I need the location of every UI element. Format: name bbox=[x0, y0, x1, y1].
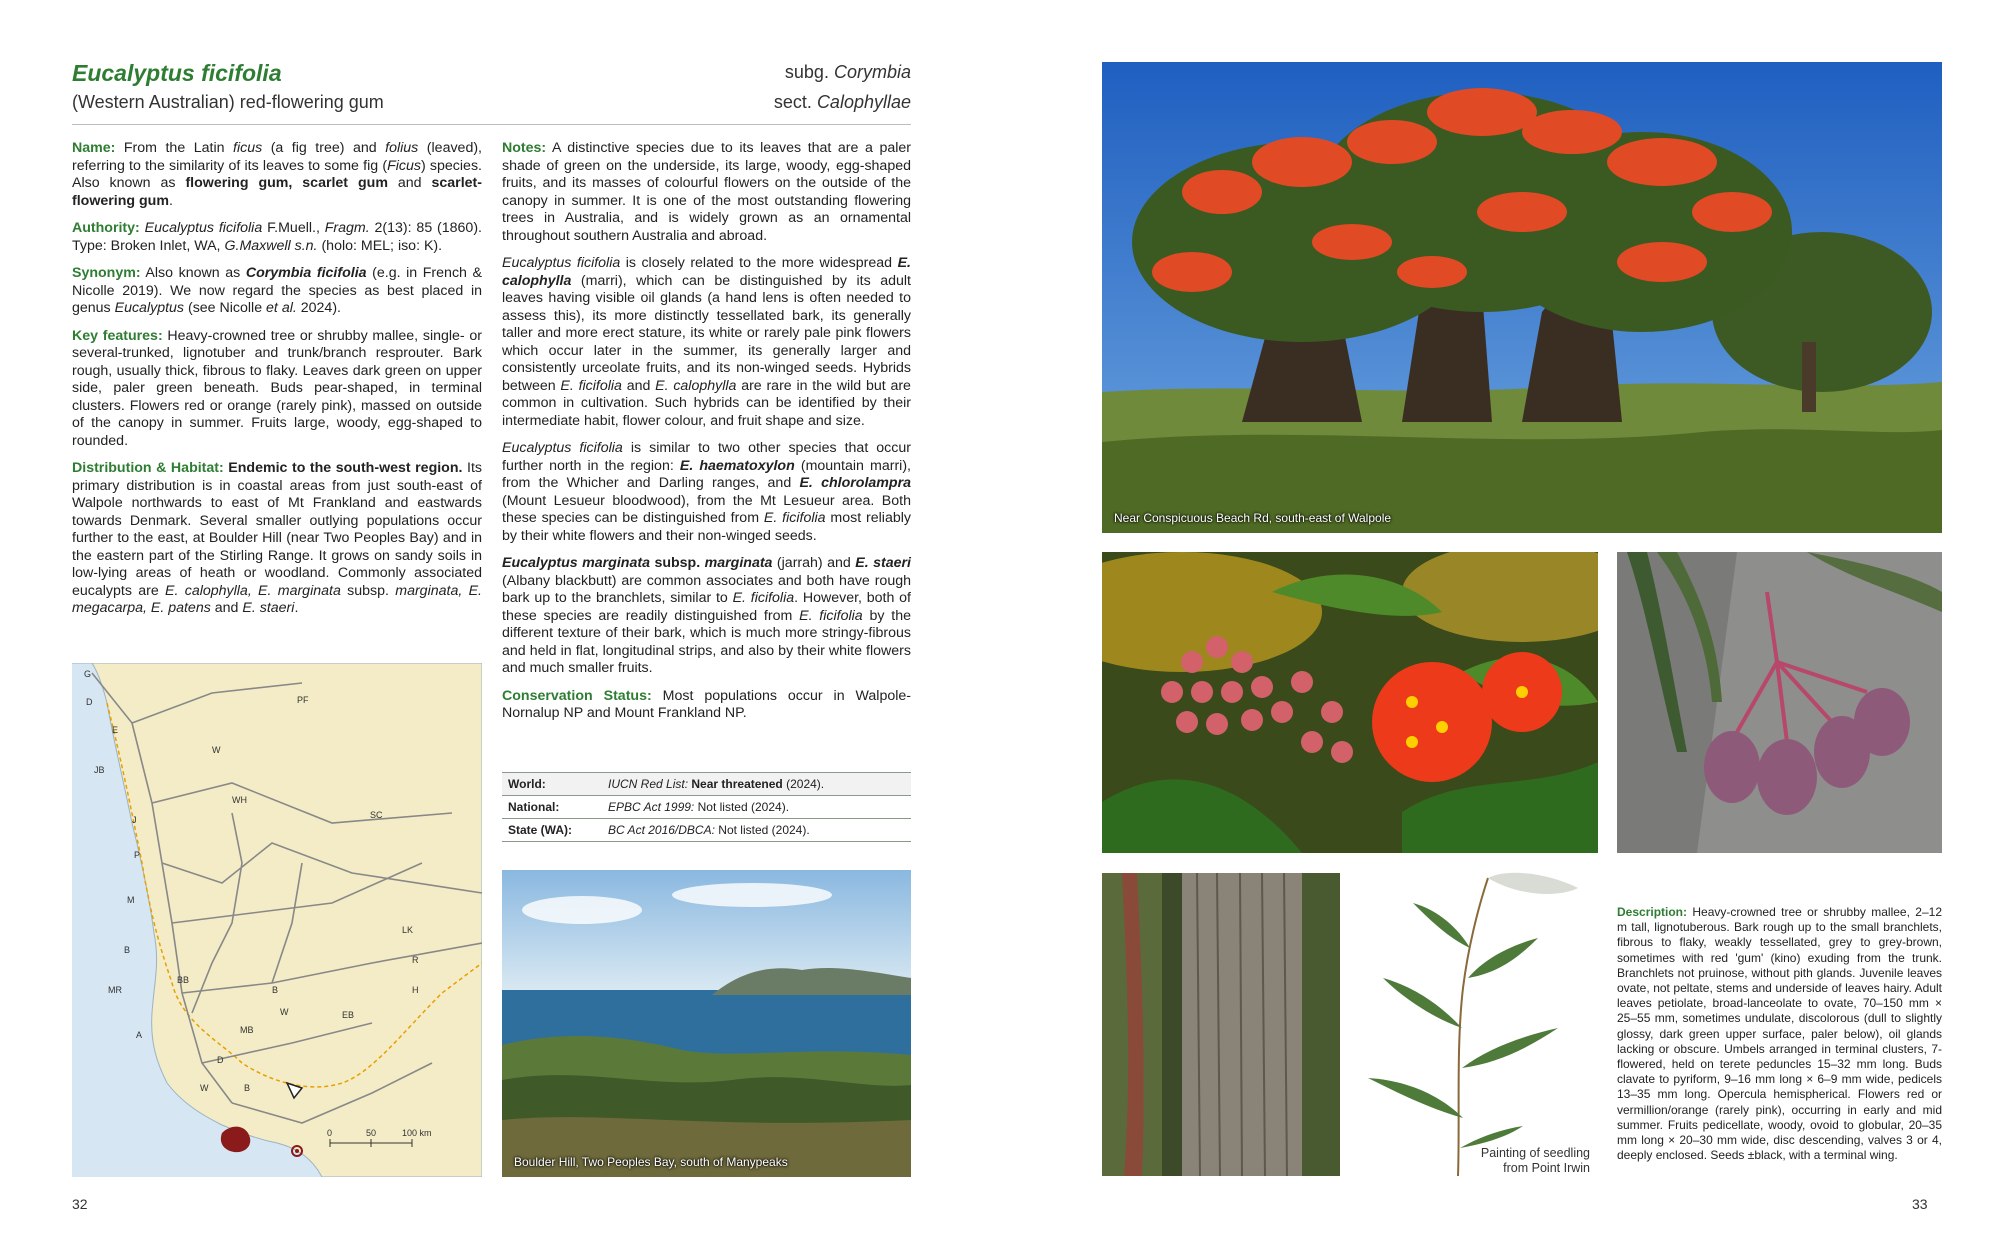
map-label: SC bbox=[370, 810, 383, 820]
svg-text:100 km: 100 km bbox=[402, 1128, 432, 1138]
name-paragraph: Name: From the Latin ficus (a fig tree) and folius (leaved), referring to the similarity of its leaves to some fig (Ficus) species. Also known as flowering gum, scarlet gum and scarlet-flowering gum. bbox=[72, 140, 482, 209]
map-label: D bbox=[217, 1055, 224, 1065]
synonym-paragraph: Synonym: Also known as Corymbia ficifolia (e.g. in French & Nicolle 2019). We now regard the species as best placed in genus Eucalyptus (see Nicolle et al. 2024). bbox=[72, 265, 482, 316]
distribution-map bbox=[72, 663, 482, 1177]
bark-photo bbox=[1102, 873, 1340, 1176]
notes-paragraph: Notes: A distinctive species due to its leaves that are a paler shade of green on the underside, its large, woody, egg-shaped fruits, and its masses of colourful flowers on the outside of the canopy in summer. It is one of the most outstanding flowering trees in Australia, and is widely grown as an ornamental throughout southern Australia and abroad. bbox=[502, 140, 911, 244]
seedling-painting bbox=[1358, 868, 1590, 1176]
conservation-table bbox=[502, 772, 911, 842]
photo-caption: Boulder Hill, Two Peoples Bay, south of Manypeaks bbox=[514, 1155, 788, 1169]
map-label: PF bbox=[297, 695, 309, 705]
map-label: J bbox=[132, 815, 137, 825]
comparison-north-paragraph: Eucalyptus ficifolia is similar to two other species that occur further north in the region: E. haematoxylon (mountain marri), from the Whicher and Darling ranges, and E. chlorolampra (Mount Lesueur bloodwood), from the Mt Lesueur area. Both these species can be distinguished from E. ficifolia most reliably by their white flowers and their non-winged seeds. bbox=[502, 440, 911, 544]
page-number-right: 33 bbox=[1912, 1196, 1928, 1212]
map-label: B bbox=[272, 985, 279, 995]
painting-caption: Painting of seedling from Point Irwin bbox=[1480, 1146, 1590, 1175]
common-name: (Western Australian) red-flowering gum bbox=[72, 92, 384, 112]
boulder-hill-photo bbox=[502, 870, 911, 1177]
flowers-photo bbox=[1102, 552, 1598, 853]
map-label: B bbox=[124, 945, 131, 955]
svg-text:0: 0 bbox=[327, 1128, 333, 1138]
map-label: JB bbox=[94, 765, 105, 775]
text-column-left bbox=[72, 140, 482, 628]
map-label: MR bbox=[108, 985, 122, 995]
section: sect. Calophyllae bbox=[773, 92, 911, 112]
authority-paragraph: Authority: Eucalyptus ficifolia F.Muell., Fragm. 2(13): 85 (1860). Type: Broken Inlet, WA, G.Maxwell s.n. (holo: MEL; iso: K). bbox=[72, 220, 482, 254]
table-row: National: EPBC Act 1999: Not listed (2024). bbox=[502, 796, 911, 819]
table-row: State (WA): BC Act 2016/DBCA: Not listed (2024). bbox=[502, 819, 911, 842]
page-number-left: 32 bbox=[72, 1196, 88, 1212]
comparison-calophylla-paragraph: Eucalyptus ficifolia is closely related to the more widespread E. calophylla (marri), which can be distinguished by its adult leaves having visible oil glands (a hand lens is often needed to assess this), its more distinctly tessellated bark, its generally taller and more erect stature, its white or rarely pale pink flowers which occur later in the summer, its generally larger and consistently urceolate fruits, and its non-winged seeds. Hybrids between E. ficifolia and E. calophylla are rare in the wild but are common in cultivation. Such hybrids can be identified by their intermediate habit, flower colour, and fruit shape and size. bbox=[502, 255, 911, 429]
map-label: W bbox=[280, 1007, 289, 1017]
subgenus: subg. Corymbia bbox=[784, 62, 911, 82]
text-column-right bbox=[502, 140, 911, 733]
map-label: W bbox=[200, 1083, 209, 1093]
fruits-photo bbox=[1617, 552, 1942, 853]
map-label: P bbox=[134, 850, 141, 860]
species-title: Eucalyptus ficifolia bbox=[72, 60, 282, 86]
map-label: WH bbox=[232, 795, 247, 805]
description-paragraph: Description: Heavy-crowned tree or shrubby mallee, 2–12 m tall, lignotuberous. Bark rough up to the small branchlets, fibrous to flaky, weakly tessellated, grey to grey-brown, sometimes with red 'gum' (kino) exuding from the trunk. Branchlets not pruinose, without pith glands. Juvenile leaves ovate, not peltate, stems and underside of leaves hairy. Adult leaves petiolate, broad-lanceolate to ovate, 70–150 mm × 25–55 mm, sometimes undulate, discolorous (dull to slightly glossy, dark green upper surface, paler below), oil glands lacking or obscure. Umbels arranged in terminal clusters, 7-flowered, held on terete peduncles 15–32 mm long. Buds clavate to pyriform, 9–16 mm long × 6–9 mm wide, pedicels 13–35 mm long. Opercula hemispherical. Flowers red or vermillion/orange (rarely pink), occurring in early and mid summer. Fruits pedicellate, woody, ovoid to globular, 20–35 mm long × 20–30 mm wide, disc descending, valves 3 or 4, deeply enclosed. Seeds ±black, with a terminal wing. bbox=[1617, 905, 1942, 1163]
map-label: M bbox=[127, 895, 135, 905]
map-label: E bbox=[112, 725, 119, 735]
key-features-paragraph: Key features: Heavy-crowned tree or shrubby mallee, single- or several-trunked, lignotuber and trunk/branch resprouter. Bark rough, usually thick, fibrous to flaky. Leaves dark green on upper side, paler green beneath. Buds pear-shaped, in terminal clusters. Flowers red or orange (rarely pink), massed on outside of the canopy in summer. Fruits large, woody, egg-shaped to rounded. bbox=[72, 327, 482, 449]
tree-habit-photo bbox=[1102, 62, 1942, 533]
conservation-paragraph: Conservation Status: Most populations occur in Walpole-Nornalup NP and Mount Frankland NP. bbox=[502, 687, 911, 721]
table-row: World: IUCN Red List: Near threatened (2024). bbox=[502, 773, 911, 796]
map-label: D bbox=[86, 697, 93, 707]
photo-caption: Near Conspicuous Beach Rd, south-east of Walpole bbox=[1114, 511, 1392, 525]
map-label: MB bbox=[240, 1025, 254, 1035]
map-label: H bbox=[412, 985, 419, 995]
associates-paragraph: Eucalyptus marginata subsp. marginata (jarrah) and E. staeri (Albany blackbutt) are common associates and both have rough bark up to the branchlets, similar to E. ficifolia. However, both of these species are readily distinguished from E. ficifolia by the different texture of their bark, which is much more stringy-fibrous and held in flat, longitudinal strips, and also by their white flowers and much smaller fruits. bbox=[502, 555, 912, 676]
map-label: R bbox=[412, 955, 419, 965]
map-label: B bbox=[244, 1083, 251, 1093]
map-label: W bbox=[212, 745, 221, 755]
header-divider bbox=[72, 124, 911, 125]
map-svg bbox=[72, 663, 482, 1177]
page-right bbox=[1000, 0, 2000, 1238]
svg-text:50: 50 bbox=[366, 1128, 377, 1138]
map-label: LK bbox=[402, 925, 414, 935]
distribution-paragraph: Distribution & Habitat: Endemic to the south-west region. Its primary distribution is in coastal areas from just south-east of Walpole northwards to east of Mt Frankland and eastwards towards Denmark. Several smaller outlying populations occur further to the east, at Boulder Hill (near Two Peoples Bay) and in the eastern part of the Stirling Range. It grows on sandy soils in low-lying areas of heath or woodland. Commonly associated eucalypts are E. calophylla, E. marginata subsp. marginata, E. megacarpa, E. patens and E. staeri. bbox=[72, 460, 482, 616]
map-label: BB bbox=[177, 975, 190, 985]
map-label: G bbox=[84, 669, 92, 679]
map-label: A bbox=[136, 1030, 143, 1040]
map-label: EB bbox=[342, 1010, 355, 1020]
